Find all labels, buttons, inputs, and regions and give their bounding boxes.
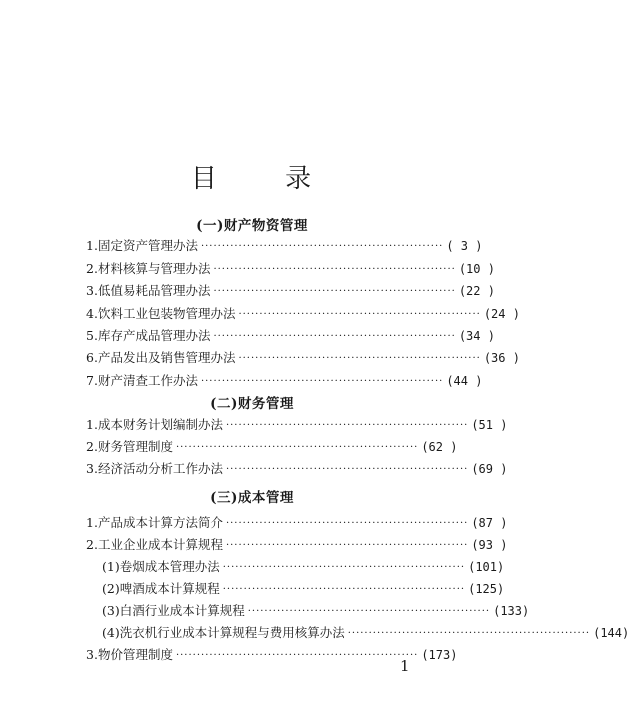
dot-leader: ·························································· [222, 562, 466, 573]
toc-subentry[interactable] [102, 601, 530, 621]
dot-leader: ·························································· [200, 241, 444, 252]
entry-page: (93 ) [471, 538, 508, 552]
entry-page: (101) [468, 560, 505, 574]
toc-entry[interactable] [86, 437, 458, 457]
entry-page: (44 ) [446, 374, 483, 388]
entry-title: 产品发出及销售管理办法 [97, 350, 236, 365]
entry-page: (69 ) [471, 462, 508, 476]
toc-subentry[interactable] [102, 623, 629, 643]
entry-title: 饮料工业包装物管理办法 [97, 306, 236, 321]
entry-number: 2. [86, 439, 98, 454]
dot-leader: ·························································· [247, 606, 491, 617]
toc-entry[interactable] [86, 513, 508, 533]
entry-number: 1. [86, 417, 98, 432]
section-heading-finance: (二)财务管理 [210, 396, 294, 412]
toc-entry[interactable] [86, 415, 508, 435]
entry-title: 材料核算与管理办法 [97, 261, 211, 276]
entry-title: 经济活动分析工作办法 [97, 461, 223, 476]
dot-leader: ·························································· [225, 464, 469, 475]
entry-number: 3. [86, 461, 98, 476]
entry-page: (34 ) [458, 329, 495, 343]
entry-number: 2. [86, 261, 98, 276]
dot-leader: ·························································· [225, 420, 469, 431]
dot-leader: ·························································· [238, 309, 481, 320]
entry-title: (2)啤酒成本计算规程 [102, 581, 220, 596]
toc-entry[interactable] [86, 236, 483, 256]
entry-page: (87 ) [471, 516, 508, 530]
toc-subentry[interactable] [102, 579, 505, 599]
entry-number: 3. [86, 283, 98, 298]
entry-page: (10 ) [458, 262, 495, 276]
dot-leader: ·························································· [213, 331, 456, 342]
dot-leader: ·························································· [238, 353, 481, 364]
entry-number: 3. [86, 647, 98, 662]
entry-page: (62 ) [421, 440, 458, 454]
toc-entry[interactable] [86, 459, 508, 479]
entry-page: (51 ) [471, 418, 508, 432]
entry-page: (24 ) [483, 307, 520, 321]
entry-title: 工业企业成本计算规程 [97, 537, 223, 552]
entry-title: 低值易耗品管理办法 [97, 283, 211, 298]
entry-title: (4)洗衣机行业成本计算规程与费用核算办法 [102, 625, 345, 640]
section-heading-cost: (三)成本管理 [210, 490, 294, 506]
dot-leader: ·························································· [213, 264, 456, 275]
toc-subentry[interactable] [102, 557, 505, 577]
page-number: 1 [400, 657, 410, 675]
toc-entry[interactable] [86, 371, 483, 391]
entry-title: 固定资产管理办法 [97, 238, 198, 253]
entry-title: (3)白酒行业成本计算规程 [102, 603, 245, 618]
toc-entry[interactable] [86, 535, 508, 555]
entry-page: ( 3 ) [446, 239, 483, 253]
dot-leader: ·························································· [222, 584, 466, 595]
entry-page: (144) [593, 626, 629, 640]
entry-number: 6. [86, 350, 98, 365]
dot-leader: ·························································· [175, 650, 419, 661]
entry-title: 财产清查工作办法 [97, 373, 198, 388]
entry-number: 2. [86, 537, 98, 552]
entry-page: (36 ) [483, 351, 520, 365]
entry-title: 库存产成品管理办法 [97, 328, 211, 343]
dot-leader: ·························································· [225, 540, 469, 551]
entry-page: (173) [421, 648, 458, 662]
entry-title: 产品成本计算方法简介 [97, 515, 223, 530]
entry-page: (125) [468, 582, 505, 596]
entry-number: 7. [86, 373, 98, 388]
toc-entry[interactable] [86, 281, 495, 301]
entry-page: (133) [493, 604, 530, 618]
toc-entry[interactable] [86, 348, 520, 368]
dot-leader: ·························································· [175, 442, 419, 453]
dot-leader: ·························································· [347, 628, 591, 639]
dot-leader: ·························································· [200, 376, 444, 387]
dot-leader: ·························································· [225, 518, 469, 529]
entry-title: (1)卷烟成本管理办法 [102, 559, 220, 574]
section-heading-property: (一)财产物资管理 [196, 218, 308, 234]
entry-title: 财务管理制度 [97, 439, 173, 454]
entry-title: 物价管理制度 [97, 647, 173, 662]
page-title: 目 录 [190, 164, 342, 194]
entry-number: 5. [86, 328, 98, 343]
toc-entry[interactable] [86, 304, 520, 324]
toc-entry[interactable] [86, 645, 458, 665]
entry-page: (22 ) [458, 284, 495, 298]
dot-leader: ·························································· [213, 286, 456, 297]
toc-entry[interactable] [86, 326, 495, 346]
entry-title: 成本财务计划编制办法 [97, 417, 223, 432]
entry-number: 1. [86, 515, 98, 530]
entry-number: 4. [86, 306, 98, 321]
entry-number: 1. [86, 238, 98, 253]
toc-entry[interactable] [86, 259, 495, 279]
